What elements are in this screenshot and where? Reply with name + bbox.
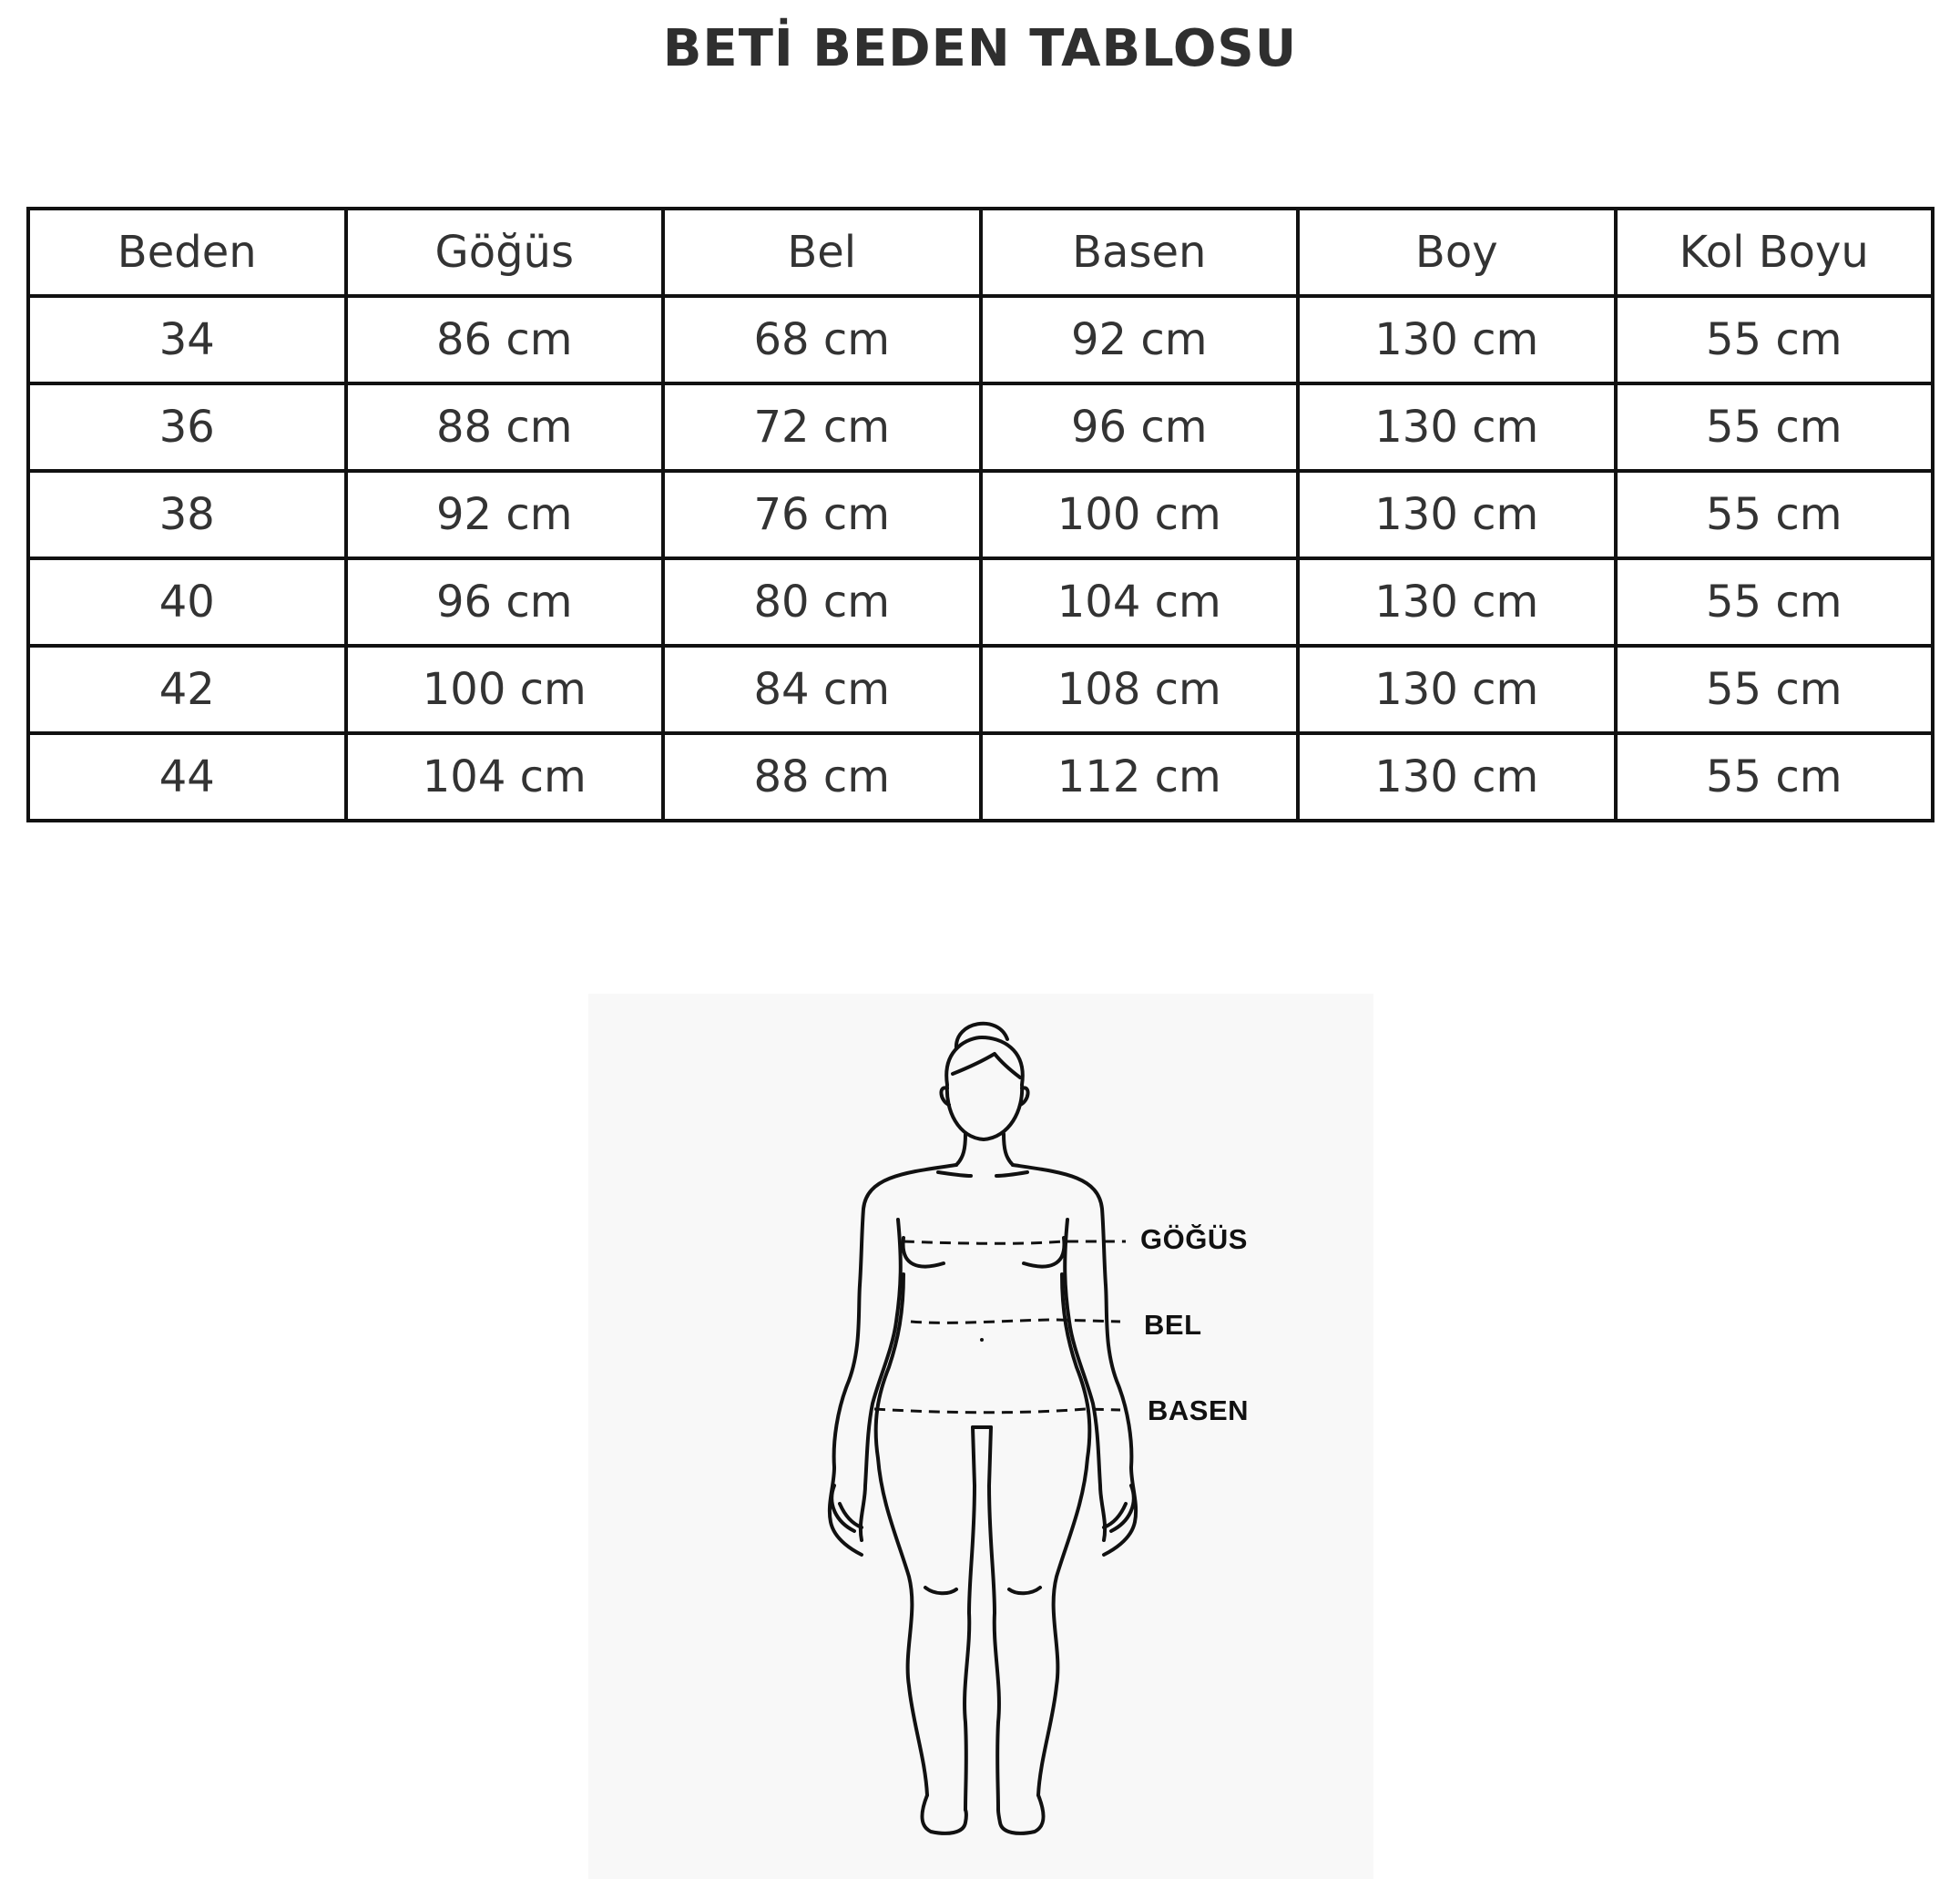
table-row (28, 383, 1933, 471)
table-cell: 112 cm (981, 733, 1299, 821)
table-row (28, 733, 1933, 821)
table-cell: 44 (28, 733, 346, 821)
navel-dot (980, 1338, 984, 1342)
right-inner-leg (989, 1427, 999, 1810)
table-cell: 55 cm (1616, 646, 1934, 733)
table-row (28, 646, 1933, 733)
table-cell: 104 cm (981, 558, 1299, 646)
table-cell: 92 cm (981, 296, 1299, 383)
table-cell: 36 (28, 383, 346, 471)
header-cell-boy: Boy (1298, 209, 1616, 296)
table-cell: 55 cm (1616, 383, 1934, 471)
table-cell: 40 (28, 558, 346, 646)
left-knee (925, 1588, 956, 1593)
table-cell: 130 cm (1298, 733, 1616, 821)
table-row (28, 296, 1933, 383)
header-cell-basen: Basen (981, 209, 1299, 296)
table-cell: 96 cm (981, 383, 1299, 471)
right-foot (998, 1795, 1044, 1833)
table-cell: 88 cm (663, 733, 981, 821)
chest-measure-line (903, 1241, 1126, 1243)
table-cell: 38 (28, 471, 346, 558)
table-cell: 130 cm (1298, 383, 1616, 471)
hairline-shape (953, 1054, 1020, 1077)
table-cell: 108 cm (981, 646, 1299, 733)
table-cell: 42 (28, 646, 346, 733)
table-header-row (28, 209, 1933, 296)
table-cell: 92 cm (346, 471, 664, 558)
right-knee (1009, 1588, 1040, 1593)
table-cell: 130 cm (1298, 296, 1616, 383)
body-outline-illustration (588, 994, 1373, 1879)
head-shape (946, 1037, 1023, 1139)
table-row (28, 471, 1933, 558)
table-cell: 88 cm (346, 383, 664, 471)
body-measurement-figure (588, 994, 1373, 1879)
right-hand (1104, 1486, 1134, 1531)
table-cell: 100 cm (346, 646, 664, 733)
table-cell: 68 cm (663, 296, 981, 383)
size-table (26, 207, 1934, 822)
table-cell: 130 cm (1298, 646, 1616, 733)
right-waist-hip (1038, 1274, 1089, 1795)
table-cell: 34 (28, 296, 346, 383)
header-cell-kol-boyu: Kol Boyu (1616, 209, 1934, 296)
table-cell: 72 cm (663, 383, 981, 471)
clavicle-right (996, 1172, 1027, 1176)
table-cell: 55 cm (1616, 296, 1934, 383)
table-cell: 104 cm (346, 733, 664, 821)
table-cell: 55 cm (1616, 471, 1934, 558)
neck-right (1004, 1134, 1013, 1165)
table-cell: 130 cm (1298, 471, 1616, 558)
table-cell: 86 cm (346, 296, 664, 383)
left-hand (832, 1486, 862, 1531)
hip-measure-line (874, 1409, 1120, 1413)
waist-label: BEL (1144, 1309, 1202, 1341)
table-cell: 84 cm (663, 646, 981, 733)
table-cell: 55 cm (1616, 733, 1934, 821)
table-cell: 130 cm (1298, 558, 1616, 646)
page-title: BETİ BEDEN TABLOSU (662, 19, 1298, 78)
table-cell: 80 cm (663, 558, 981, 646)
right-inner-arm (1065, 1220, 1105, 1540)
table-cell: 55 cm (1616, 558, 1934, 646)
waist-measure-line (911, 1320, 1120, 1322)
left-inner-leg (965, 1427, 975, 1810)
header-cell-bel: Bel (663, 209, 981, 296)
header-cell-beden: Beden (28, 209, 346, 296)
hip-label: BASEN (1148, 1394, 1250, 1426)
header-cell-gogus: Göğüs (346, 209, 664, 296)
left-inner-arm (861, 1220, 901, 1540)
clavicle-left (938, 1172, 971, 1176)
table-cell: 76 cm (663, 471, 981, 558)
table-cell: 100 cm (981, 471, 1299, 558)
table-row (28, 558, 1933, 646)
chest-label: GÖĞÜS (1140, 1223, 1248, 1255)
left-waist-hip (876, 1274, 927, 1795)
table-cell: 96 cm (346, 558, 664, 646)
left-foot (922, 1795, 965, 1833)
neck-left (956, 1134, 965, 1165)
